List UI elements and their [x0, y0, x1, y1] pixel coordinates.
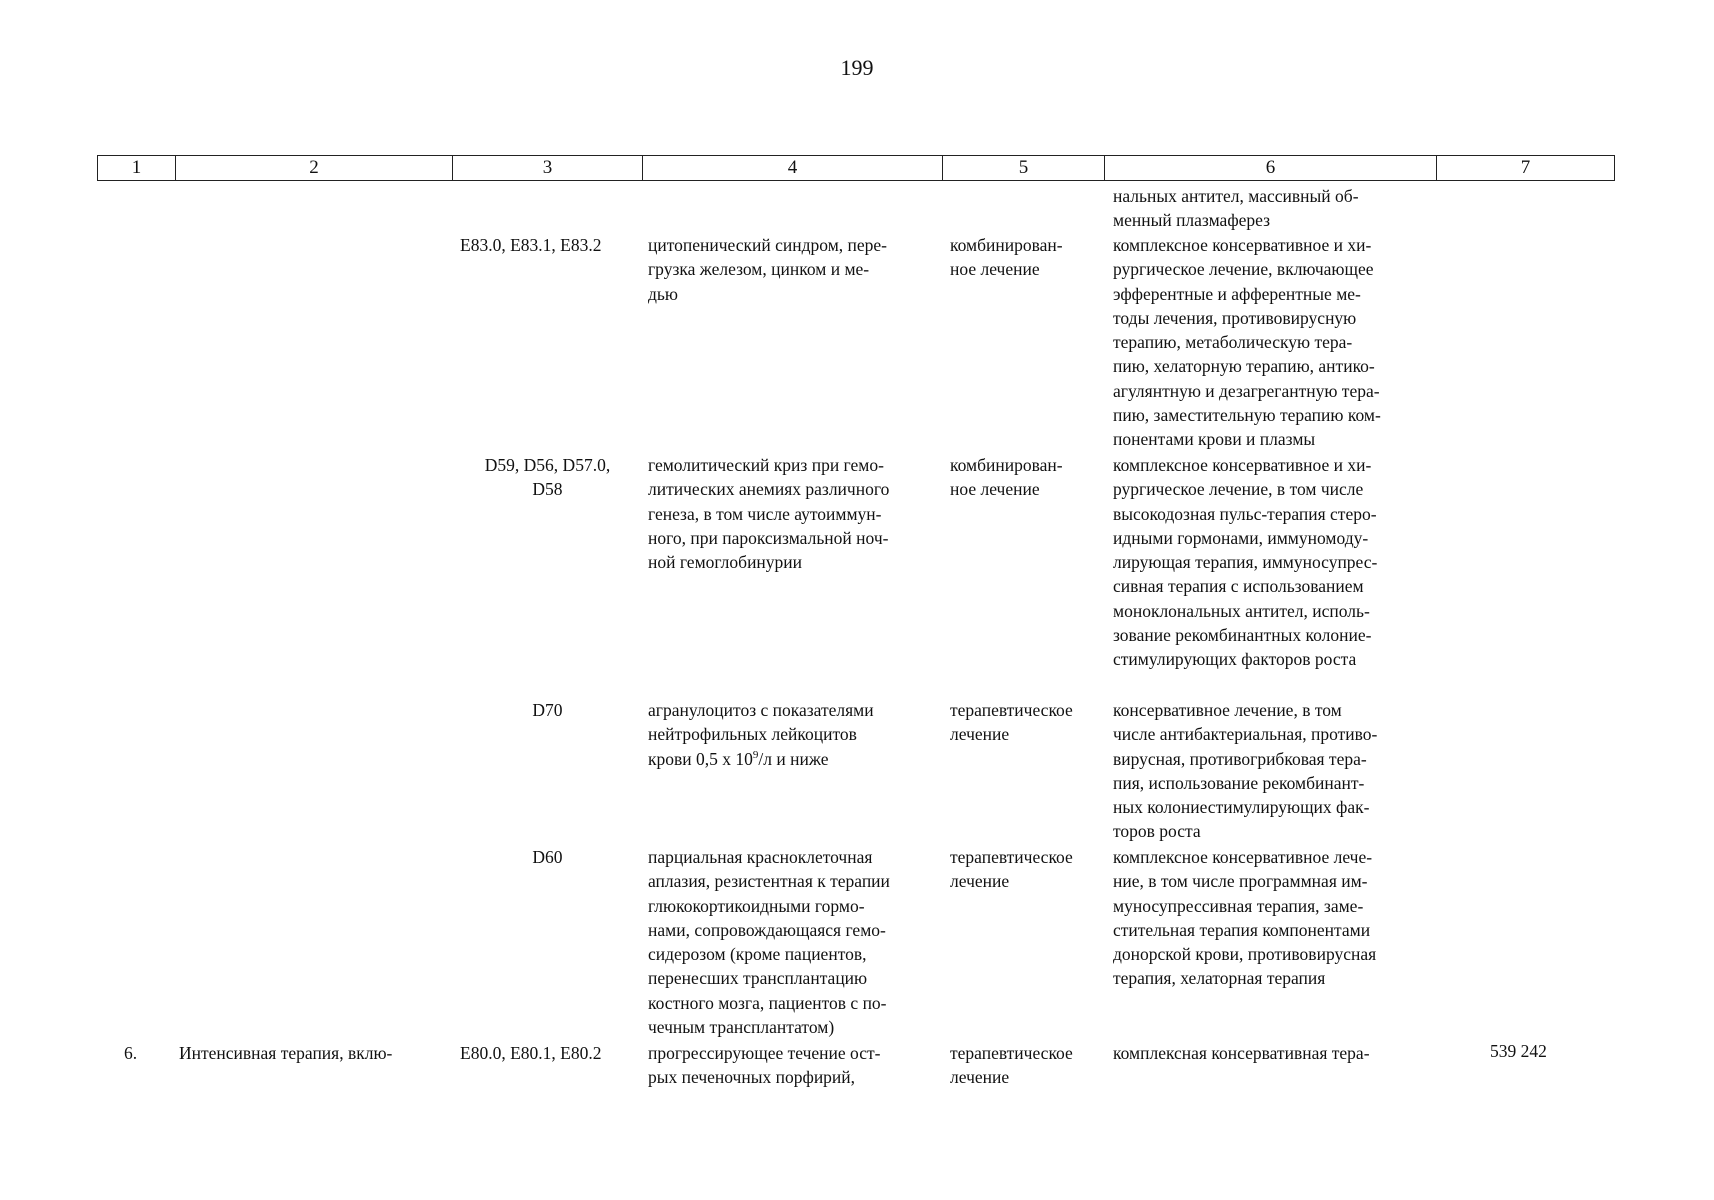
care-type: Интенсивная терапия, вклю- [179, 1043, 393, 1063]
treatment-method: консервативное лечение, в том числе антибактериальная, противо- вирусная, противогрибковая тера- пия, использование рекомбинант- ных колониестимулирующих фак- торов роста [1113, 700, 1378, 842]
patient-model: прогрессирующее течение ост- рых печеночных порфирий, [648, 1043, 881, 1088]
treatment-type: терапевтическое лечение [950, 1043, 1073, 1088]
patient-model: парциальная красноклеточная аплазия, резистентная к терапии глюкокортикоидными гормо- нами, сопровождающаяся гемо- сидерозом (кроме пациентов, перенесших трансплантацию костного мозга, пациентов с по- чечным трансплантатом) [648, 847, 890, 1038]
item-number: 6. [124, 1043, 138, 1063]
patient-model [648, 698, 874, 771]
treatment-type: комбинирован- ное лечение [950, 235, 1063, 280]
treatment-type: терапевтическое лечение [950, 700, 1073, 745]
patient-model: гемолитический криз при гемо- литических анемиях различного генеза, в том числе аутоиммун- ного, при пароксизмальной ноч- ной гемоглобинурии [648, 455, 890, 573]
treatment-type: комбинирован- ное лечение [950, 455, 1063, 500]
icd-codes: D59, D56, D57.0, D58 [484, 455, 611, 500]
treatment-method: комплексное консервативное лече- ние, в том числе программная им- муносупрессивная терапия, заме- стительная терапия компонентами донорской крови, противовирусная терапия, хелаторная терапия [1113, 847, 1377, 989]
header-col-3: 3 [452, 155, 642, 181]
exponent: 9 [752, 748, 759, 761]
icd-codes: D60 [532, 847, 563, 867]
header-col-1: 1 [97, 155, 175, 181]
icd-codes: E80.0, E80.1, E80.2 [460, 1043, 602, 1063]
treatment-method: комплексная консервативная тера- [1113, 1043, 1370, 1063]
icd-codes: E83.0, E83.1, E83.2 [460, 235, 602, 255]
header-col-7: 7 [1436, 155, 1615, 181]
treatment-type: терапевтическое лечение [950, 847, 1073, 892]
header-col-4: 4 [642, 155, 942, 181]
header-col-5: 5 [942, 155, 1104, 181]
patient-model-unit: /л и ниже [758, 748, 829, 769]
patient-model: цитопенический синдром, пере- грузка железом, цинком и ме- дью [648, 235, 888, 304]
icd-codes: D70 [532, 700, 563, 720]
page-number: 199 [840, 55, 874, 80]
patient-model-text: агранулоцитоз с показателями нейтрофильных лейкоцитов крови 0,5 x 10 [648, 700, 874, 769]
treatment-method: нальных антител, массивный об- менный плазмаферез [1113, 186, 1359, 231]
treatment-method: комплексное консервативное и хи- рургическое лечение, включающее эфферентные и афферентные ме- тоды лечения, противовирусную терапию, метаболическую тера- пию, хелаторную терапию, антико- агулянтную и дезагрегантную тера- пию, заместительную терапию ком- понентами крови и плазмы [1113, 235, 1381, 450]
header-col-2: 2 [175, 155, 452, 181]
treatment-method: комплексное консервативное и хи- рургическое лечение, в том числе высокодозная пульс-терапия стеро- идными гормонами, иммуномоду- лирующая терапия, иммуносупрес- сивная терапия с использованием моноклональных антител, исполь- зование рекомбинантных колониe- стимулирующих факторов роста [1113, 455, 1378, 670]
header-col-6: 6 [1104, 155, 1436, 181]
cost-value: 539 242 [1490, 1041, 1547, 1061]
